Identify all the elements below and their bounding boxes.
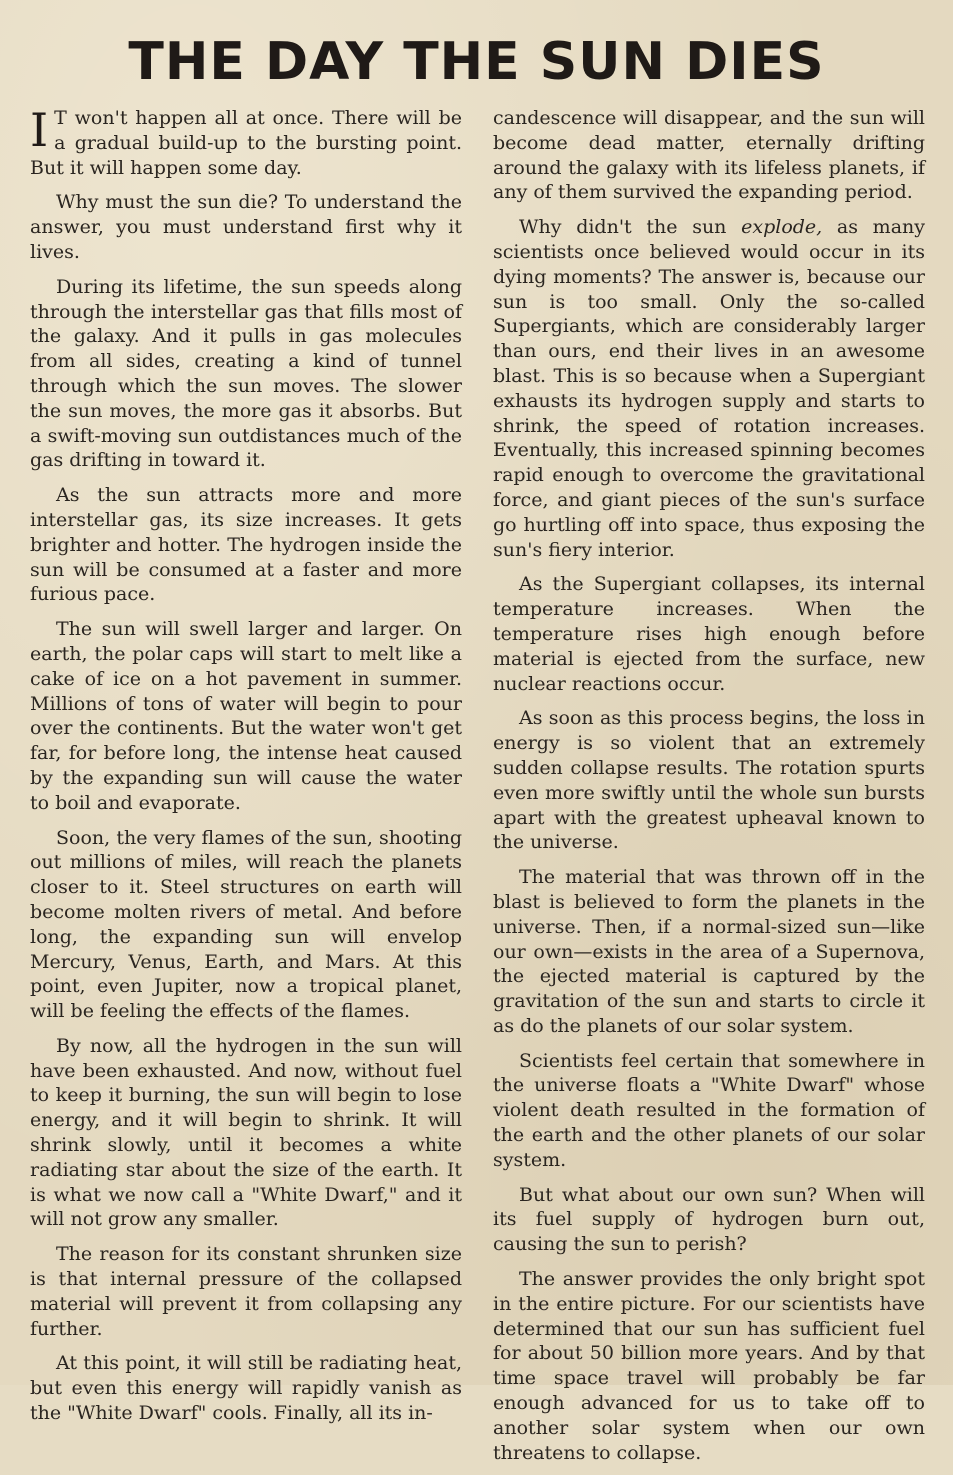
paragraph-process: As soon as this process begins, the loss in energy is so violent that an extremely sudden collapse results. The rotation spurts even more swiftly until the whole sun bursts apart with the greatest upheaval known to the universe. [493,707,925,854]
article-title: THE DAY THE SUN DIES [128,32,825,92]
paragraph-explode [493,215,925,562]
paragraph-1-text: T won't happen all at once. There will be a gradual build-up to the bursting point. But it will happen some day. [30,107,462,179]
paragraph-2: Why must the sun die? To understand the answer, you must understand first why it lives. [30,191,462,263]
left-column [30,103,462,1436]
explode-text-after: as many scientists once believed would occur in its dying moments? The answer is, because our sun is too small. Only the so-called Supergiants, which are considerably larger than ours, end their lives in an awesome blast. This is so because when a Supergiant exhausts its hydrogen supply and starts to shrink, the speed of rotation increases. Eventually, this increased spinning becomes rapid enough to overcome the gravitational force, and giant pieces of the sun's surface go hurtling off into space, thus exposing the sun's fiery interior. [493,216,925,561]
paragraph-9: At this point, it will still be radiating heat, but even this energy will rapidly vanish as the "White Dwarf" cools. Finally, all its in- [30,1352,462,1425]
paragraph-1 [30,103,462,180]
paragraph-7: By now, all the hydrogen in the sun will have been exhausted. And now, without fuel to keep it burning, the sun will begin to lose energy, and it will begin to shrink. It will shrink slowly, until it becomes a white radiating star about the size of the earth. It is what we now call a "White Dwarf," and it will not grow any smaller. [30,1034,462,1231]
paragraph-3: During its lifetime, the sun speeds along through the interstellar gas that fills most of the galaxy. And it pulls in gas molecules from all sides, creating a kind of tunnel through which the sun moves. The slower the sun moves, the more gas it absorbs. But a swift-moving sun outdistances much of the gas drifting in toward it. [30,275,462,472]
paragraph-answer: The answer provides the only bright spot in the entire picture. For our scientists have determined that our sun has sufficient fuel for about 50 billion more years. And by that time space travel will probably be far enough advanced for us to take off to another solar system when our own threatens to collapse. [493,1268,925,1464]
paragraph-4: As the sun attracts more and more interstellar gas, its size increases. It gets brighter and hotter. The hydrogen inside the sun will be consumed at a faster and more furious pace. [30,484,462,606]
drop-cap: I [30,103,49,157]
paragraph-supergiant: As the Supergiant collapses, its internal temperature increases. When the temperature rises high enough before material is ejected from the surface, new nuclear reactions occur. [493,573,925,695]
paragraph-5: The sun will swell larger and larger. On earth, the polar caps will start to melt like a cake of ice on a hot pavement in summer. Millions of tons of water will begin to pour over the continents. But the water won't get far, for before long, the intense heat caused by the expanding sun will cause the water to boil and evaporate. [30,618,462,814]
paragraph-6: Soon, the very flames of the sun, shooting out millions of miles, will reach the planets closer to it. Steel structures on earth will become molten rivers of metal. And before long, the expanding sun will envelop Mercury, Venus, Earth, and Mars. At this point, even Jupiter, now a tropical planet, will be feeling the effects of the flames. [30,826,462,1023]
paragraph-material: The material that was thrown off in the blast is believed to form the planets in the universe. Then, if a normal-sized sun—like our own—exists in the area of a Supernova, the ejected material is captured by the gravitation of the sun and starts to circle it as do the planets of our solar system. [493,866,925,1037]
paragraph-white-dwarf: Scientists feel certain that somewhere in the universe floats a "White Dwarf" whose violent death resulted in the formation of the earth and the other planets of our solar system. [493,1049,925,1171]
paragraph-question: But what about our own sun? When will its fuel supply of hydrogen burn out, causing the sun to perish? [493,1183,925,1256]
right-column [493,106,925,1475]
paragraph-continued: candescence will disappear, and the sun will become dead matter, eternally drifting around the galaxy with its lifeless planets, if any of them survived the expanding period. [493,107,925,204]
explode-italic: explode, [741,216,823,239]
explode-text-before: Why didn't the sun [519,216,742,239]
paragraph-8: The reason for its constant shrunken size is that internal pressure of the collapsed material will prevent it from collapsing any further. [30,1243,462,1340]
